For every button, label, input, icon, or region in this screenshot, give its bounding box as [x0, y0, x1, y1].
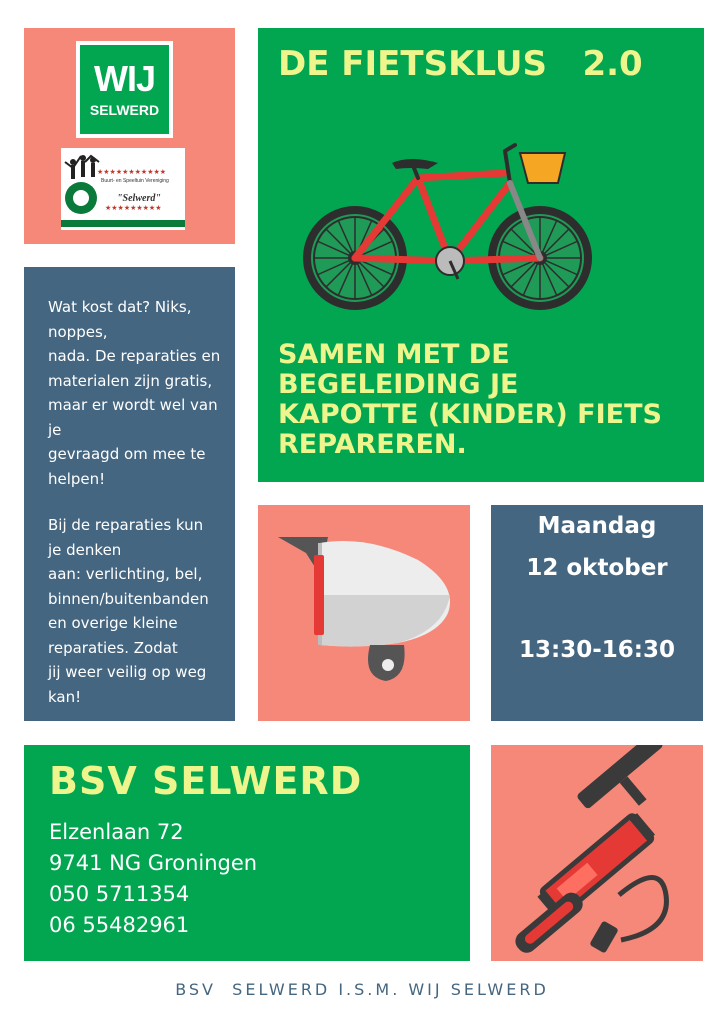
footer-credit: BSV SELWERD I.S.M. WIJ SELWERD	[175, 980, 549, 999]
bsv-logo-name: "Selwerd"	[117, 193, 161, 204]
subtitle-line: BEGELEIDING JE	[278, 369, 519, 400]
wij-selwerd-logo	[76, 41, 173, 138]
address-panel	[24, 745, 470, 961]
address-street: Elzenlaan 72	[49, 820, 184, 844]
info-line: Wat kost dat? Niks,	[48, 298, 192, 316]
address-details	[49, 817, 257, 941]
bicycle-icon	[300, 133, 600, 323]
info-line: je denken	[48, 540, 122, 559]
bsv-logo-caption: Buurt- en Speeltuin Vereniging	[101, 178, 169, 184]
info-line: je	[48, 420, 62, 439]
event-date: 12 oktober	[526, 555, 668, 581]
event-subtitle	[278, 340, 698, 460]
info-panel	[24, 267, 235, 721]
info-line: kan!	[48, 687, 82, 706]
event-day: Maandag	[537, 513, 657, 539]
event-time: 13:30-16:30	[519, 637, 675, 663]
info-line: en overige kleine	[48, 614, 178, 632]
wij-logo-text: WIJ	[93, 57, 155, 99]
date-panel	[491, 505, 703, 721]
phone-number: 050 5711354	[49, 882, 190, 906]
info-line: noppes,	[48, 322, 108, 341]
info-line: gevraagd om mee te	[48, 445, 206, 463]
event-title: DE FIETSKLUS 2.0	[278, 44, 643, 84]
subtitle-line: SAMEN MET DE	[278, 339, 510, 370]
info-paragraph-cost	[48, 295, 225, 491]
bike-pump-icon	[491, 745, 703, 961]
subtitle-line: KAPOTTE (KINDER) FIETS	[278, 399, 662, 430]
info-line: nada. De reparaties en	[48, 347, 221, 365]
info-line: reparaties. Zodat	[48, 638, 178, 657]
info-line: aan: verlichting, bel,	[48, 565, 203, 583]
svg-text:★★★★★★★★★★★: ★★★★★★★★★★★	[97, 168, 167, 176]
pump-panel	[491, 745, 703, 961]
svg-text:★★★★★★★★★: ★★★★★★★★★	[105, 204, 162, 212]
info-line: materialen zijn gratis,	[48, 371, 213, 390]
logos-panel	[24, 28, 235, 244]
organizer-name: BSV SELWERD	[49, 759, 363, 803]
subtitle-line: REPAREREN.	[278, 429, 467, 460]
phone-number: 06 55482961	[49, 913, 190, 937]
info-line: Bij de reparaties kun	[48, 516, 204, 534]
info-line: maar er wordt wel van	[48, 396, 218, 414]
info-line: helpen!	[48, 469, 106, 488]
info-line: jij weer veilig op weg	[48, 663, 207, 681]
title-panel	[258, 28, 704, 482]
lamp-panel	[258, 505, 470, 721]
bike-lamp-icon	[258, 505, 470, 721]
info-line: binnen/buitenbanden	[48, 589, 209, 608]
info-paragraph-repairs	[48, 513, 225, 709]
bsv-selwerd-logo	[61, 148, 185, 230]
address-city: 9741 NG Groningen	[49, 851, 258, 875]
wij-logo-subtext: SELWERD	[89, 101, 160, 118]
